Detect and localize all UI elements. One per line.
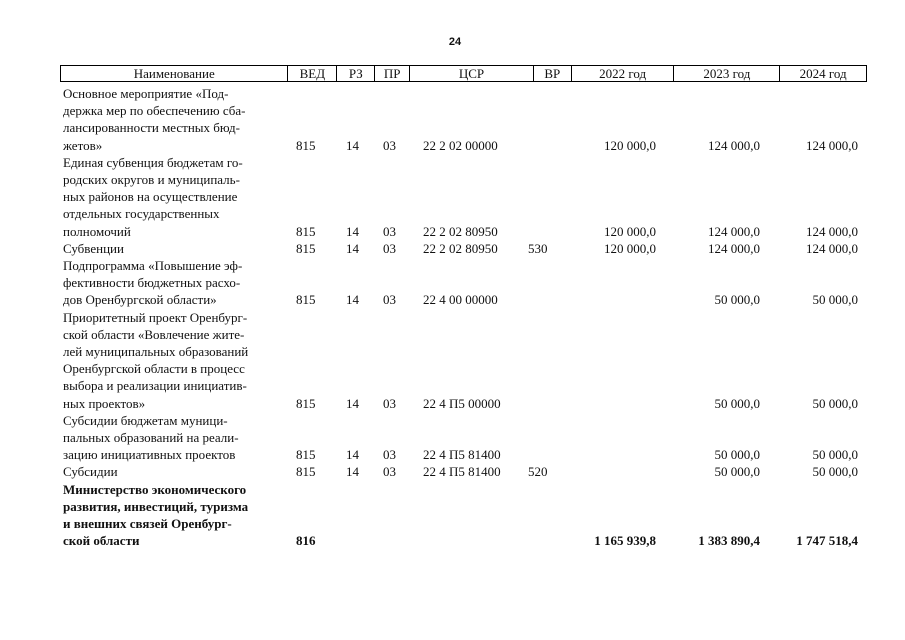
cell-y2022: 120 000,0 (604, 137, 656, 153)
row-name-line: ных районов на осуществление (63, 189, 238, 205)
row-name-line: Субвенции (63, 240, 124, 256)
row-name-line: зацию инициативных проектов (63, 447, 236, 463)
header-rz: РЗ (337, 66, 375, 81)
cell-csr: 22 2 02 00000 (423, 137, 498, 153)
cell-y2022: 120 000,0 (604, 240, 656, 256)
row-name-line: полномочий (63, 223, 131, 239)
row-name-line: и внешних связей Оренбург- (63, 516, 232, 531)
row-name-line: ской области (63, 533, 140, 549)
row-name-line: Субсидии (63, 464, 118, 480)
row-name-line: Министерство экономического (63, 481, 247, 497)
cell-y2023: 124 000,0 (708, 223, 760, 239)
cell-ved: 815 (296, 240, 316, 256)
row-name-line: Субсидии бюджетам муници- (63, 412, 228, 428)
cell-csr: 22 4 00 00000 (423, 292, 498, 308)
cell-ved: 815 (296, 223, 316, 239)
row-name-line: Единая субвенция бюджетам го- (63, 154, 243, 170)
cell-y2024: 124 000,0 (806, 223, 858, 239)
cell-pr: 03 (383, 137, 396, 153)
cell-y2023: 1 383 890,4 (698, 533, 760, 549)
row-name-line: держка мер по обеспечению сба- (63, 103, 246, 119)
row-name-line: отдельных государственных (63, 206, 220, 222)
row-name-line: родских округов и муниципаль- (63, 172, 240, 187)
cell-vr: 520 (528, 464, 548, 480)
cell-y2024: 50 000,0 (812, 395, 858, 411)
cell-pr: 03 (383, 240, 396, 256)
cell-csr: 22 4 П5 81400 (423, 447, 501, 463)
cell-y2023: 50 000,0 (714, 447, 760, 463)
row-name-line: выбора и реализации инициатив- (63, 378, 247, 394)
header-vr: ВР (534, 66, 572, 81)
cell-y2023: 50 000,0 (714, 395, 760, 411)
cell-ved: 815 (296, 464, 316, 480)
cell-pr: 03 (383, 447, 396, 463)
cell-rz: 14 (346, 223, 359, 239)
cell-csr: 22 2 02 80950 (423, 223, 498, 239)
row-name-line: лей муниципальных образований (63, 344, 249, 359)
header-ved: ВЕД (288, 66, 337, 81)
header-2024: 2024 год (799, 66, 847, 81)
cell-y2024: 50 000,0 (812, 464, 858, 480)
cell-rz: 14 (346, 447, 359, 463)
cell-csr: 22 4 П5 81400 (423, 464, 501, 480)
cell-y2024: 124 000,0 (806, 137, 858, 153)
cell-pr: 03 (383, 292, 396, 308)
cell-pr: 03 (383, 223, 396, 239)
row-name-line: фективности бюджетных расхо- (63, 275, 241, 291)
cell-y2024: 50 000,0 (812, 292, 858, 308)
cell-y2024: 50 000,0 (812, 447, 858, 463)
row-name-line: развития, инвестиций, туризма (63, 498, 249, 514)
header-2022: 2022 год (572, 66, 675, 81)
cell-vr: 530 (528, 240, 548, 256)
cell-pr: 03 (383, 464, 396, 480)
cell-ved: 815 (296, 292, 316, 308)
row-name-line: Подпрограмма «Повышение эф- (63, 258, 243, 273)
row-name-line: Приоритетный проект Оренбург- (63, 309, 248, 325)
cell-rz: 14 (346, 240, 359, 256)
header-2023: 2023 год (674, 66, 780, 81)
cell-rz: 14 (346, 395, 359, 411)
cell-csr: 22 2 02 80950 (423, 240, 498, 256)
row-name-line: дов Оренбургской области» (63, 292, 217, 308)
cell-rz: 14 (346, 137, 359, 153)
cell-y2023: 124 000,0 (708, 137, 760, 153)
row-name-line: ской области «Вовлечение жите- (63, 326, 245, 342)
header-pr: ПР (375, 66, 410, 81)
row-name-line: Оренбургской области в процесс (63, 361, 245, 377)
row-name-line: ных проектов» (63, 395, 146, 411)
cell-ved: 816 (296, 533, 316, 549)
cell-ved: 815 (296, 447, 316, 463)
cell-rz: 14 (346, 464, 359, 480)
cell-y2023: 50 000,0 (714, 464, 760, 480)
cell-csr: 22 4 П5 00000 (423, 395, 501, 411)
row-name-line: Основное мероприятие «Под- (63, 86, 229, 101)
cell-y2022: 120 000,0 (604, 223, 656, 239)
header-csr: ЦСР (410, 66, 534, 81)
page-number: 24 (448, 36, 462, 48)
header-name: Наименование (61, 66, 288, 81)
cell-ved: 815 (296, 137, 316, 153)
row-name-line: жетов» (63, 137, 103, 153)
cell-y2024: 124 000,0 (806, 240, 858, 256)
cell-y2024: 1 747 518,4 (796, 533, 858, 549)
cell-pr: 03 (383, 395, 396, 411)
cell-rz: 14 (346, 292, 359, 308)
cell-y2023: 124 000,0 (708, 240, 760, 256)
row-name-line: пальных образований на реали- (63, 430, 239, 445)
cell-y2022: 1 165 939,8 (594, 533, 656, 549)
cell-ved: 815 (296, 395, 316, 411)
row-name-line: лансированности местных бюд- (63, 120, 240, 136)
cell-y2023: 50 000,0 (714, 292, 760, 308)
